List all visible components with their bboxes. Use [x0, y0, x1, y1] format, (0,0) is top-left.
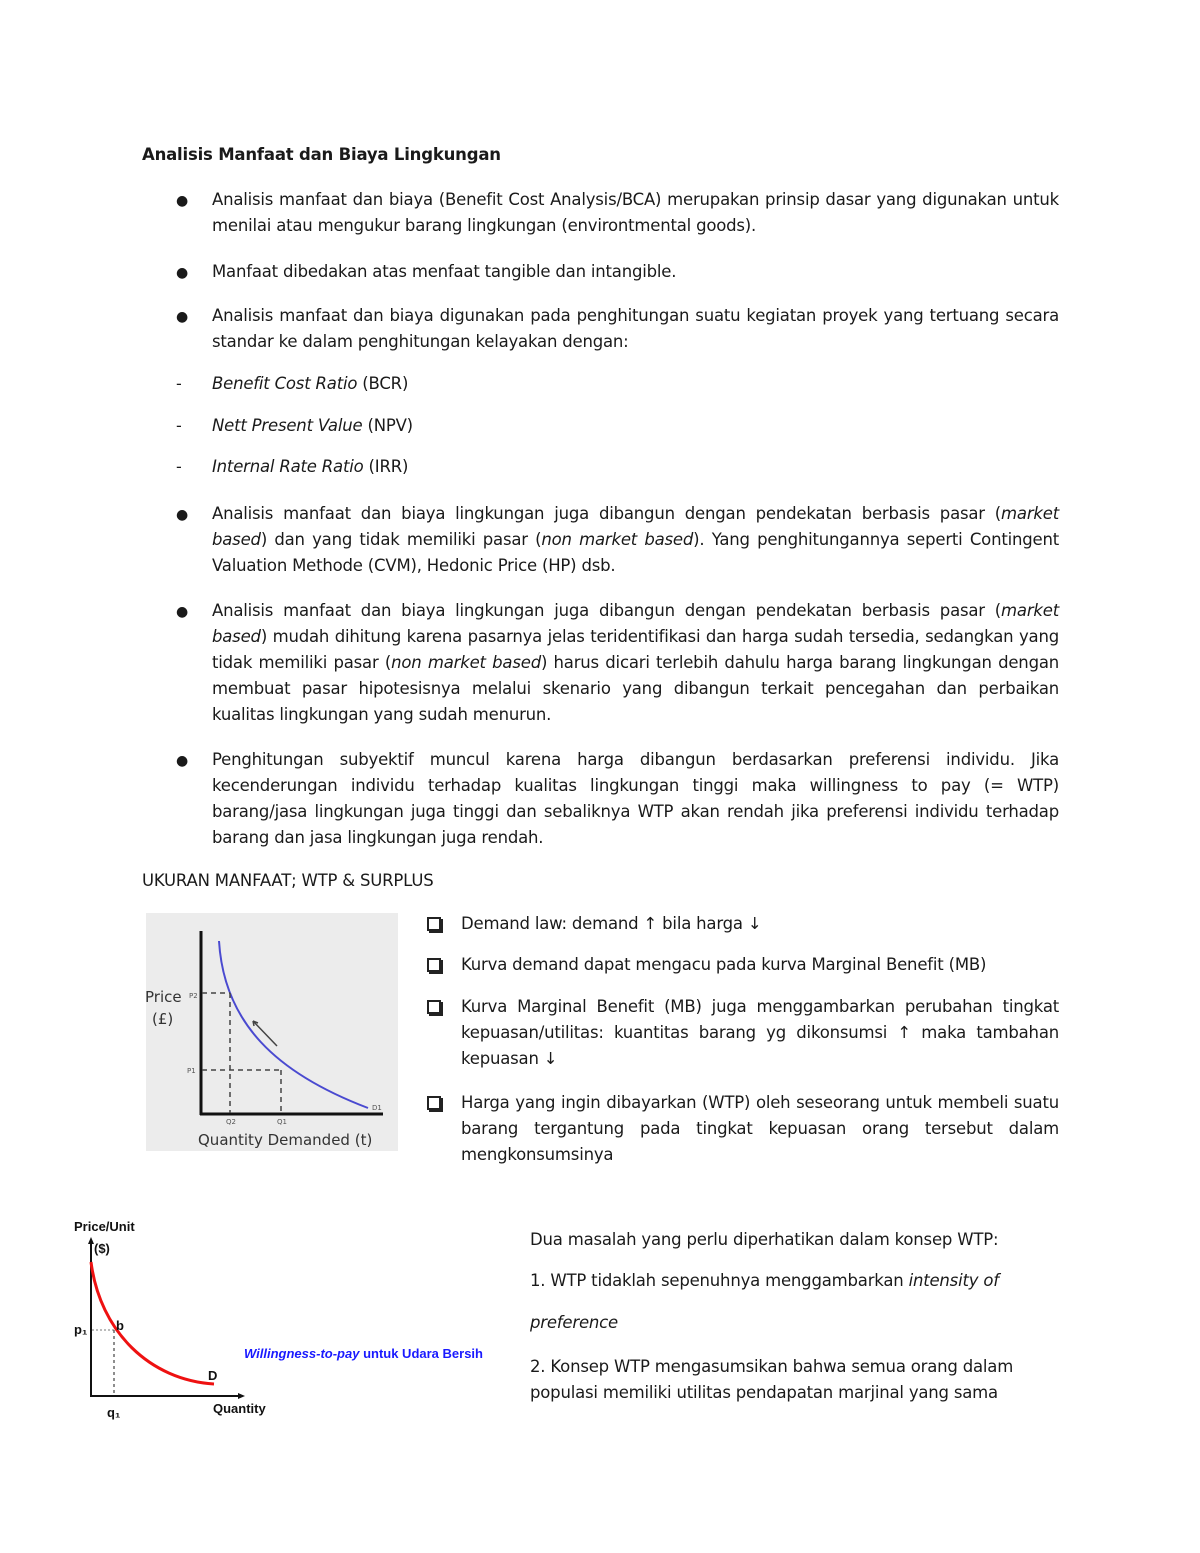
svg-text:D1: D1: [372, 1104, 382, 1112]
svg-text:P2: P2: [189, 992, 198, 1000]
dash-marker: -: [176, 416, 182, 435]
wtp-problem-1-cont: preference: [530, 1313, 618, 1332]
method-abbr: (IRR): [363, 457, 409, 476]
dash-marker: -: [176, 374, 182, 393]
svg-text:Q1: Q1: [277, 1118, 287, 1126]
svg-text:Quantity Demanded (t): Quantity Demanded (t): [198, 1131, 373, 1149]
bullet-paragraph: Manfaat dibedakan atas menfaat tangible dan intangible.: [212, 262, 677, 281]
svg-text:($): ($): [94, 1241, 110, 1256]
wtp-figure: [60, 1212, 500, 1422]
method-npv: [212, 416, 413, 435]
method-abbr: (BCR): [357, 374, 409, 393]
wtp-chart: [60, 1212, 500, 1422]
svg-text:P1: P1: [187, 1067, 196, 1075]
bullet-paragraph: Analisis manfaat dan biaya (Benefit Cost Analysis/BCA) merupakan prinsip dasar yang digunakan untuk menilai atau mengukur barang lingkungan (environtmental goods).: [212, 190, 1059, 235]
method-name: Internal Rate Ratio: [212, 457, 364, 476]
svg-text:Price/Unit: Price/Unit: [74, 1219, 135, 1234]
svg-text:q₁: q₁: [107, 1405, 121, 1420]
demand-curve-figure: [146, 913, 398, 1151]
svg-text:D: D: [208, 1368, 218, 1383]
bullet-paragraph-nonmarket: Analisis manfaat dan biaya lingkungan juga dibangun dengan pendekatan berbasis pasar (market based) mudah dihitung karena pasarnya jelas teridentifikasi dan harga sudah tersedia, sedangkan yang tidak memiliki pasar (non market based) harus dicari terlebih dahulu harga barang lingkungan dengan membuat pasar hipotesisnya melalui skenario yang dibangun terkait pencegahan dan perbaikan kualitas lingkungan yang sudah menurun.: [212, 601, 1060, 724]
svg-text:Price: Price: [146, 988, 182, 1006]
bullet-dot: ●: [176, 604, 189, 620]
svg-text:(£): (£): [152, 1010, 174, 1028]
svg-text:b: b: [116, 1318, 124, 1333]
bullet-paragraph-market: Analisis manfaat dan biaya lingkungan juga dibangun dengan pendekatan berbasis pasar (market based) dan yang tidak memiliki pasar (non market based). Yang penghitungannya seperti Contingent Valuation Methode (CVM), Hedonic Price (HP) dsb.: [212, 504, 1059, 575]
checklist-item: Kurva Marginal Benefit (MB) juga menggambarkan perubahan tingkat kepuasan/utilitas: kuantitas barang yg dikonsumsi ↑ maka tambahan kepuasan ↓: [461, 997, 1059, 1068]
method-name: Benefit Cost Ratio: [212, 374, 358, 393]
bullet-dot: ●: [176, 309, 189, 325]
bullet-dot: ●: [176, 753, 189, 769]
bullet-paragraph-subjective: Penghitungan subyektif muncul karena harga dibangun berdasarkan preferensi individu. Jika kecenderungan individu terhadap kualitas lingkungan tinggi maka willingness to pay (= WTP) barang/jasa lingkungan juga tinggi dan sebaliknya WTP akan rendah jika preferensi individu terhadap barang dan jasa lingkungan juga rendah.: [212, 750, 1059, 847]
svg-text:Quantity: Quantity: [213, 1401, 266, 1416]
checkbox-icon: [427, 1000, 441, 1014]
section-heading: UKURAN MANFAAT; WTP & SURPLUS: [142, 871, 434, 890]
bullet-paragraph: Analisis manfaat dan biaya digunakan pada penghitungan suatu kegiatan proyek yang tertuang secara standar ke dalam penghitungan kelayakan dengan:: [212, 306, 1059, 351]
svg-text:Q2: Q2: [226, 1118, 236, 1126]
checkbox-icon: [427, 958, 441, 972]
checklist-item: Harga yang ingin dibayarkan (WTP) oleh seseorang untuk membeli suatu barang tergantung pada tingkat kepuasan orang tersebut dalam mengkonsumsinya: [461, 1093, 1059, 1164]
checklist-item: Kurva demand dapat mengacu pada kurva Marginal Benefit (MB): [461, 955, 987, 974]
wtp-problems-intro: Dua masalah yang perlu diperhatikan dalam konsep WTP:: [530, 1230, 999, 1249]
method-abbr: (NPV): [362, 416, 413, 435]
wtp-problem-1: 1. WTP tidaklah sepenuhnya menggambarkan intensity of: [530, 1271, 999, 1290]
svg-text:Willingness-to-pay untuk Udara: Willingness-to-pay untuk Udara Bersih: [244, 1346, 483, 1361]
bullet-dot: ●: [176, 193, 189, 209]
wtp-problem-2: 2. Konsep WTP mengasumsikan bahwa semua orang dalam populasi memiliki utilitas pendapatan marjinal yang sama: [530, 1357, 1014, 1402]
document-title: Analisis Manfaat dan Biaya Lingkungan: [142, 145, 501, 164]
bullet-dot: ●: [176, 507, 189, 523]
checklist-item: Demand law: demand ↑ bila harga ↓: [461, 914, 762, 933]
checkbox-icon: [427, 1096, 441, 1110]
svg-text:p₁: p₁: [74, 1322, 88, 1337]
method-irr: [212, 457, 408, 476]
bullet-dot: ●: [176, 265, 189, 281]
method-bcr: [212, 374, 408, 393]
checkbox-icon: [427, 917, 441, 931]
dash-marker: -: [176, 457, 182, 476]
method-name: Nett Present Value: [212, 416, 363, 435]
demand-curve-chart: [146, 913, 398, 1151]
